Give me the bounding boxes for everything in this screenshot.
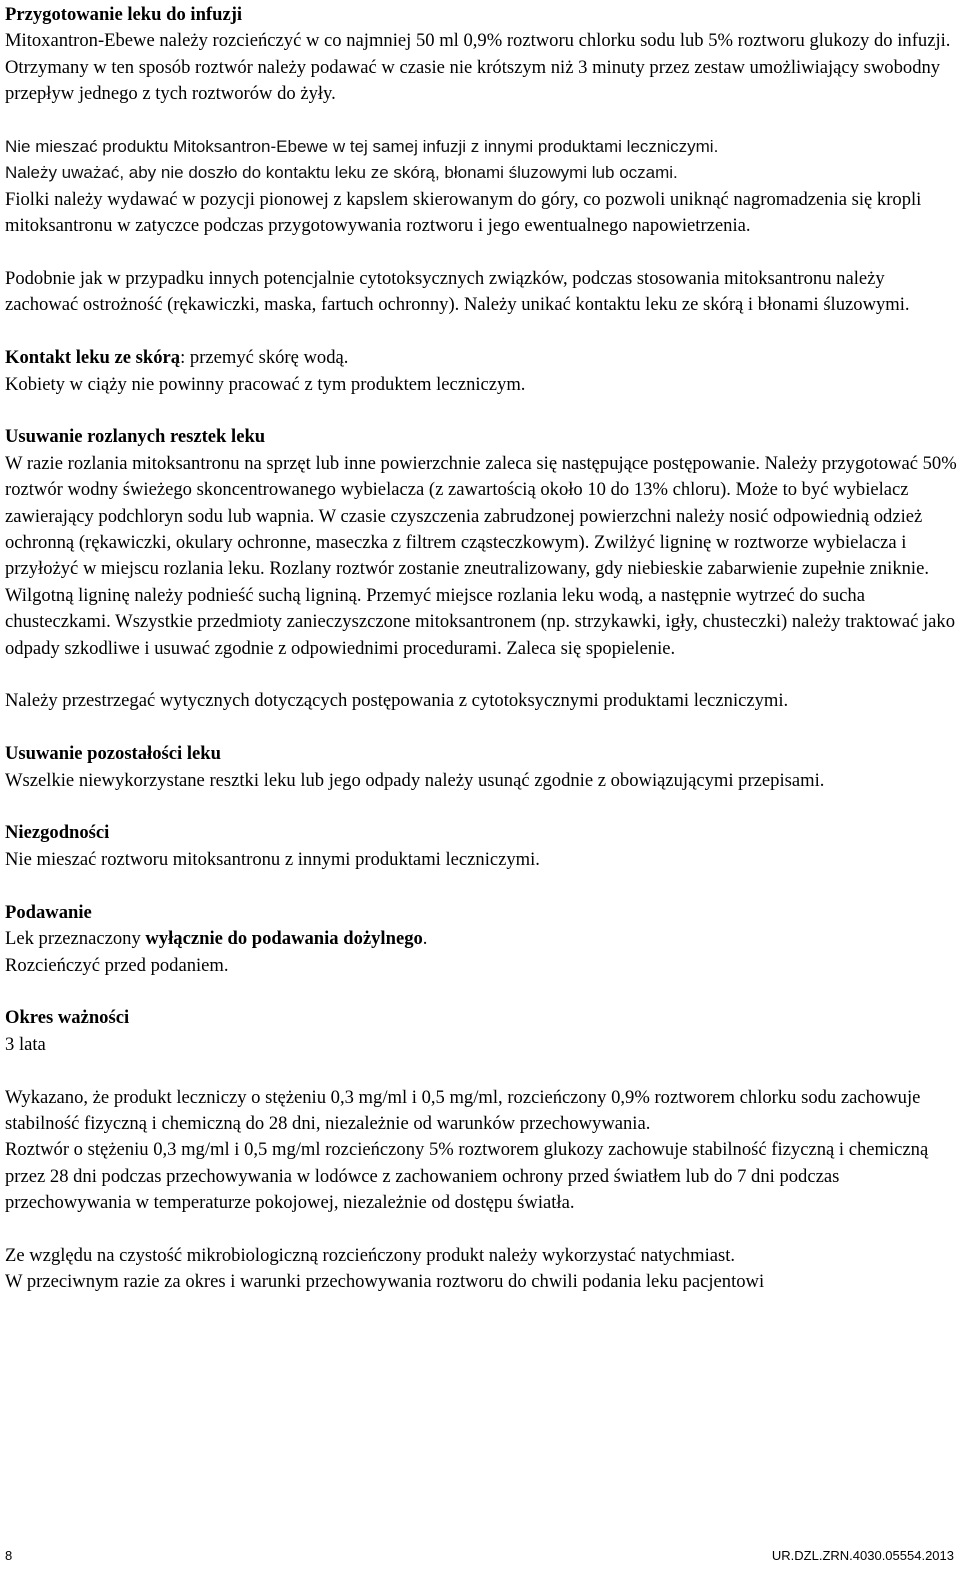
paragraph: Nie mieszać roztworu mitoksantronu z innymi produktami leczniczymi. [5,848,540,870]
section-administration [5,900,957,979]
section-heading: Niezgodności [5,822,110,844]
section-stability [5,1085,957,1217]
paragraph: Fiolki należy wydawać w pozycji pionowej z kapslem skierowanym do góry, co pozwoli uniknąć nagromadzenia się kropli mitoksantronu w zatyczce podczas przygotowywania roztworu i jego ewentualnego napowietrzenia. [5,188,922,237]
section-incompatibilities [5,820,957,873]
paragraph: W razie rozlania mitoksantronu na sprzęt lub inne powierzchnie zaleca się następujące postępowanie. Należy przygotować 50% roztwór wodny świeżego skoncentrowanego wybielacza (z zawartością około 10 do 13% chloru). Może to być wybielacz zawierający podchloryn sodu lub wapnia. W czasie czyszczenia zabrudzonej powierzchni należy nosić odpowiednią odzież ochronną (rękawiczki, okulary ochronne, maseczka z filtrem cząsteczkowym). Zwilżyć ligninę w roztworze wybielacza i przyłożyć w miejscu rozlania leku. Rozlany roztwór zostanie zneutralizowany, gdy niebieskie zabarwienie zupełnie zniknie. Wilgotną ligninę należy podnieść suchą ligniną. Przemyć miejsce rozlania leku wodą, a następnie wytrzeć do sucha chusteczkami. Wszystkie przedmioty zanieczyszczone mitoksantronem (np. strzykawki, igły, chusteczki) należy traktować jako odpady szkodliwe i usuwać zgodnie z odpowiednimi procedurami. Zaleca się spopielenie. [5,452,957,659]
section-spill-disposal [5,424,957,662]
paragraph: Należy przestrzegać wytycznych dotyczących postępowania z cytotoksycznymi produktami leczniczymi. [5,690,789,712]
document-reference: UR.DZL.ZRN.4030.05554.2013 [771,1548,954,1563]
paragraph: Kobiety w ciąży nie powinny pracować z tym produktem leczniczym. [5,373,526,395]
section-skin-contact [5,345,957,398]
paragraph [5,926,957,952]
section-heading: Przygotowanie leku do infuzji [5,4,243,25]
page-footer [5,1548,954,1564]
paragraph [5,345,957,371]
inline-bold-label: Kontakt leku ze skórą [5,347,181,369]
paragraph: Rozcieńczyć przed podaniem. [5,954,229,976]
inline-text: : przemyć skórę wodą. [180,347,349,369]
section-heading: Usuwanie rozlanych resztek leku [5,426,266,448]
inline-text: Lek przeznaczony [5,928,146,950]
section-microbiology [5,1243,957,1296]
section-preparation [5,2,957,108]
document-page [5,2,957,1296]
paragraph: 3 lata [5,1033,46,1055]
section-heading: Usuwanie pozostałości leku [5,743,221,765]
section-waste-disposal [5,741,957,794]
paragraph: Mitoxantron-Ebewe należy rozcieńczyć w co najmniej 50 ml 0,9% roztworu chlorku sodu lub 5% roztworu glukozy do infuzji. Otrzymany w ten sposób roztwór należy podawać w czasie nie krótszym niż 3 minuty przez zestaw umożliwiający swobodny przepływ jednego z tych roztworów do żyły. [5,30,951,105]
page-number: 8 [5,1548,13,1563]
paragraph: Nie mieszać produktu Mitoksantron-Ebewe w tej samej infuzji z innymi produktami leczniczymi. [5,137,719,157]
paragraph: Ze względu na czystość mikrobiologiczną rozcieńczony produkt należy wykorzystać natychmiast. [5,1244,736,1266]
inline-text: . [422,928,428,950]
paragraph: Wykazano, że produkt leczniczy o stężeniu 0,3 mg/ml i 0,5 mg/ml, rozcieńczony 0,9% roztworem chlorku sodu zachowuje stabilność fizyczną i chemiczną do 28 dni, niezależnie od warunków przechowywania. [5,1086,921,1134]
paragraph: Roztwór o stężeniu 0,3 mg/ml i 0,5 mg/ml rozcieńczony 5% roztworem glukozy zachowuje stabilność fizyczną i chemiczną przez 28 dni podczas przechowywania w lodówce z zachowaniem ochrony przed światłem lub do 7 dni podczas przechowywania w temperaturze pokojowej, niezależnie od dostępu światła. [5,1139,929,1214]
section-heading: Okres ważności [5,1007,130,1029]
section-handling [5,134,957,240]
paragraph: Należy uważać, aby nie doszło do kontaktu leku ze skórą, błonami śluzowymi lub oczami. [5,163,678,183]
section-guidelines [5,688,957,714]
paragraph: Podobnie jak w przypadku innych potencjalnie cytotoksycznych związków, podczas stosowania mitoksantronu należy zachować ostrożność (rękawiczki, maska, fartuch ochronny). Należy unikać kontaktu leku ze skórą i błonami śluzowymi. [5,268,910,316]
inline-bold-text: wyłącznie do podawania dożylnego [145,928,423,950]
section-heading: Podawanie [5,901,92,923]
paragraph: Wszelkie niewykorzystane resztki leku lub jego odpady należy usunąć zgodnie z obowiązującymi przepisami. [5,769,825,791]
section-shelf-life [5,1005,957,1058]
paragraph: W przeciwnym razie za okres i warunki przechowywania roztworu do chwili podania leku pacjentowi [5,1271,765,1293]
section-precautions [5,266,957,319]
